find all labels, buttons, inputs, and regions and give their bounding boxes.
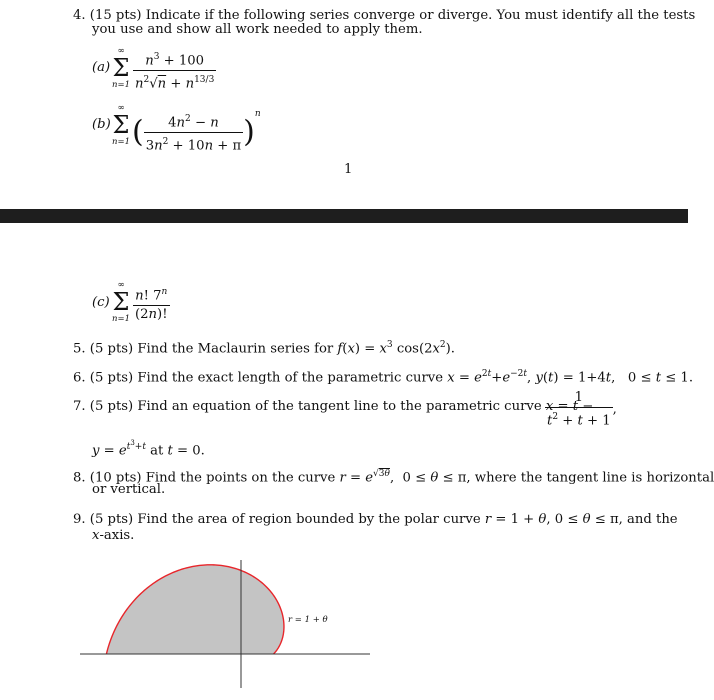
- problem-8-line2: or vertical.: [92, 482, 166, 497]
- fraction-c: $\frac{n! 7^n}{(2n)!}$: [135, 287, 168, 323]
- part-b-label: (b): [92, 117, 111, 132]
- sum-a: ∞ Σ n=1: [111, 46, 130, 90]
- problem-7-line2: $y = e^{t^3+t}$ at t = 0.: [92, 439, 205, 459]
- problem-6: 6. (5 pts) Find the exact length of the parametric curve $x = e^{2t}+e^{-2t}$, y(t) = 1+4t, 0 ≤ t ≤ 1.: [73, 369, 694, 386]
- problem-4-line2: you use and show all work needed to apply them.: [92, 22, 423, 37]
- page-divider: [0, 209, 688, 223]
- fraction-a: $\frac{n^3 + 100}{n^2√n + n^{13/3}}$: [135, 52, 215, 92]
- curve-label: r = 1 + θ: [288, 615, 328, 625]
- problem-8-line1: 8. (10 pts) Find the points on the curve $r = e^{√3\theta}$, 0 ≤ θ ≤ π, where the tangent line is horizontal: [73, 469, 714, 486]
- shaded-region: [106, 565, 284, 654]
- polar-graph: [0, 550, 688, 700]
- problem-5: 5. (5 pts) Find the Maclaurin series for $f(x) = x^3$ $\cos(2x^2)$.: [73, 340, 455, 357]
- problem-7-line1: 7. (5 pts) Find an equation of the tangent line to the parametric curve x = t −: [73, 399, 594, 414]
- part-a-label: (a): [92, 60, 111, 75]
- problem-4-line1: 4. (15 pts) Indicate if the following series converge or diverge. You must identify all the tests: [73, 8, 696, 23]
- problem-9-line2: x-axis.: [92, 528, 135, 543]
- fraction-b: ( $\frac{4n^2 - n}{3n^2 + 10n + \pi}$ )$^n$: [132, 109, 261, 154]
- problem-7-fraction: $\frac{1}{t^2 + t + 1}$ ,: [547, 390, 617, 429]
- problem-9-line1: 9. (5 pts) Find the area of region bounded by the polar curve r = 1 + θ, 0 ≤ θ ≤ π, and the: [73, 512, 678, 527]
- part-c-label: (c): [92, 295, 110, 310]
- sum-c: ∞ Σ n=1: [111, 280, 130, 324]
- page-number: 1: [344, 162, 353, 177]
- sum-b: ∞ Σ n=1: [111, 103, 130, 147]
